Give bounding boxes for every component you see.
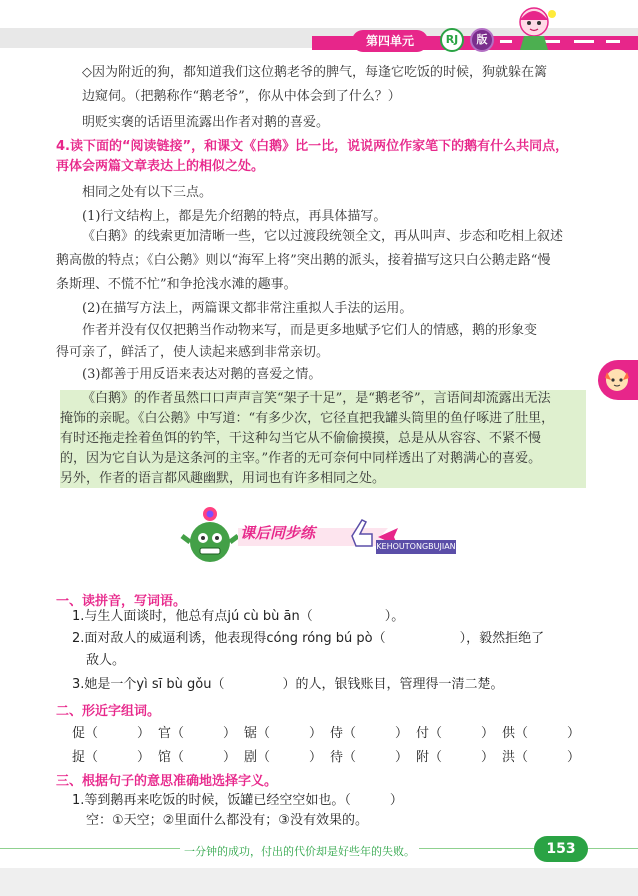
exercise-3-q1: 1.等到鹅再来吃饭的时候，饭罐已经空空如也。（ ） [72,793,403,808]
unit-label: 第四单元 [352,30,428,52]
answer-text: 掩饰的亲昵。《白公鹅》中写道：“有多少次，它径直把我罐头筒里的鱼仔啄进了肚里， [60,411,555,426]
section-1-title: 一、读拼音，写词语。 [56,594,187,609]
char-cell[interactable]: 捉（ ） [72,750,151,765]
question-4: 4.读下面的“阅读链接”，和课文《白鹅》比一比，说说两位作家笔下的鹅有什么共同点， [56,139,569,154]
bottom-band [0,868,638,896]
answer-text: 另外，作者的语言都风趣幽默，用词也有许多相同之处。 [60,471,386,486]
exercise-1-q3: 3.她是一个yì sī bù gǒu（ ）的人，银钱账目，管理得一清二楚。 [72,677,504,692]
pointing-hand-icon [348,516,378,550]
char-row-1 [72,722,592,742]
char-cell[interactable]: 洪（ ） [502,750,581,765]
char-cell[interactable]: 锯（ ） [244,726,323,741]
answer-text: 条斯理、不慌不忙”和争抢浅水滩的趣事。 [56,277,297,292]
answer-point-3: (3)都善于用反语来表达对鹅的喜爱之情。 [82,367,322,382]
answer-text: 作者并没有仅仅把鹅当作动物来写，而是更多地赋予它们人的情感，鹅的形象变 [82,323,538,338]
footer-motto: 一分钟的成功，付出的代价却是好些年的失败。 [180,843,419,859]
exercise-1-q2: 2.面对敌人的威逼利诱，他表现得cóng róng bú pò（ ），毅然拒绝了 [72,631,545,646]
side-tab [598,360,638,400]
badge-edition: 版 [470,28,494,52]
exercise-3-options: 空：①天空；②里面什么都没有；③没有效果的。 [86,813,368,828]
section-2-title: 二、形近字组词。 [56,704,161,719]
char-cell[interactable]: 供（ ） [502,726,581,741]
char-cell[interactable]: 附（ ） [416,750,495,765]
page-number: 153 [534,836,588,862]
answer-text: 得可亲了，鲜活了，使人读起来感到非常亲切。 [56,345,330,360]
answer-text: 《白鹅》的线索更加清晰一些，它以过渡段统领全文，再从叫声、步态和吃相上叙述 [82,229,564,244]
practice-banner [180,510,464,570]
char-cell[interactable]: 侍（ ） [330,726,409,741]
answer-point-2: (2)在描写方法上，两篇课文都非常注重拟人手法的运用。 [82,301,413,316]
quote-line: ◇因为附近的狗，都知道我们这位鹅老爷的脾气，每逢它吃饭的时候，狗就躲在篱 [82,65,547,80]
header-dash [606,40,620,43]
quote-answer: 明贬实褒的话语里流露出作者对鹅的喜爱。 [82,115,330,130]
char-row-2 [72,746,592,766]
question-4-cont: 再体会两篇文章表达上的相似之处。 [56,159,265,174]
girl-mascot-icon [504,2,564,52]
banner-subtitle: KEHOUTONGBUJIAN [376,540,456,554]
answer-point-1: (1)行文结构上，都是先介绍鹅的特点，再具体描写。 [82,209,387,224]
char-cell[interactable]: 官（ ） [158,726,237,741]
char-cell[interactable]: 付（ ） [416,726,495,741]
header-dash [574,40,594,43]
answer-text: 鹅高傲的特点；《白公鹅》则以“海军上将”突出鹅的派头，接着描写这只白公鹅走路“慢 [56,253,551,268]
banner-title: 课后同步练 [240,524,316,542]
fox-face-icon [602,364,632,394]
answer-text: 有时还拖走拴着鱼饵的钓竿，干这种勾当它从不偷偷摸摸，总是从从容容、不紧不慢 [60,431,542,446]
green-monster-icon [180,506,244,570]
char-cell[interactable]: 促（ ） [72,726,151,741]
badge-rj: RJ [440,28,464,52]
section-3-title: 三、根据句子的意思准确地选择字义。 [56,774,278,789]
answer-text: 《白鹅》的作者虽然口口声声言笑“架子十足”，是“鹅老爷”，言语间却流露出无法 [82,391,551,406]
char-cell[interactable]: 馆（ ） [158,750,237,765]
char-cell[interactable]: 剧（ ） [244,750,323,765]
exercise-1-q2-cont: 敌人。 [86,653,126,668]
char-cell[interactable]: 待（ ） [330,750,409,765]
quote-line: 边窥伺。（把鹅称作“鹅老爷”，你从中体会到了什么？） [82,89,401,104]
exercise-1-q1: 1.与生人面谈时，他总有点jú cù bù ān（ ）。 [72,609,405,624]
answer-intro: 相同之处有以下三点。 [82,185,213,200]
answer-text: 的，因为它自认为是这条河的主宰。”作者的无可奈何中同样透出了对鹅满心的喜爱。 [60,451,542,466]
